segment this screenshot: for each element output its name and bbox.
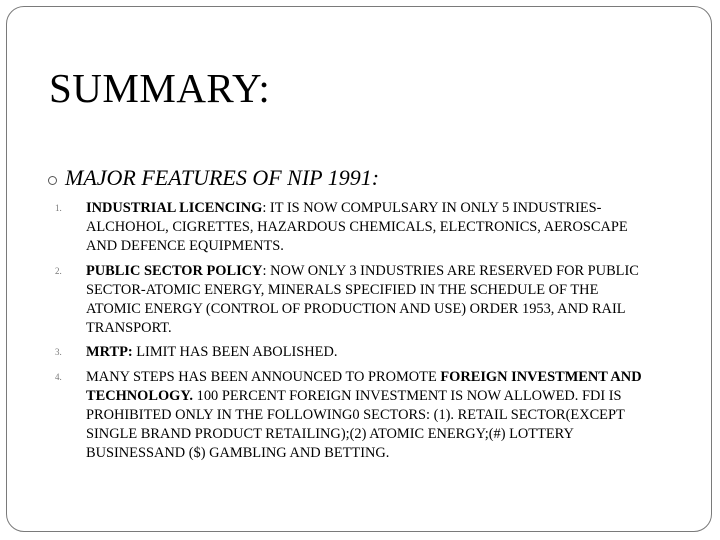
item-body-after: 100 PERCENT FOREIGN INVESTMENT IS NOW ALLOWED. FDI IS PROHIBITED ONLY IN THE FOLLOWING0 SECTORS: (1). RETAIL SECTOR(EXCEPT SINGLE BRAND PRODUCT RETAILING);(2) ATOMIC ENERGY;(#) LOTTERY BUSINESSAND ($) GAMBLING AND BETTING. [86,387,625,462]
item-body: : NOW ONLY 3 INDUSTRIES ARE RESERVED FOR PUBLIC SECTOR-ATOMIC ENERGY, MINERALS SPECIFIED IN THE SCHEDULE OF THE ATOMIC ENERGY (CONTROL OF PRODUCTION AND USE) ORDER 1953, AND RAIL TRANSPORT. [86,262,639,337]
subheading-text: MAJOR FEATURES OF NIP 1991: [65,165,380,190]
slide-title: SUMMARY: [49,65,271,111]
list-item-2 [55,262,655,339]
numbered-list [55,199,655,469]
list-item-3 [55,343,655,362]
item-number: 3. [55,347,62,358]
item-number: 1. [55,203,62,213]
item-number: 2. [55,265,62,276]
item-bold-mid: FOREIGN INVESTMENT AND TECHNOLOGY. [86,368,642,404]
item-body-before: MANY STEPS HAS BEEN ANNOUNCED TO PROMOTE [86,368,441,385]
item-text [86,199,655,257]
subheading [48,165,379,191]
item-number: 4. [55,371,62,382]
item-bold-lead: MRTP: [86,344,133,361]
item-bold-lead: PUBLIC SECTOR POLICY [86,262,263,279]
item-body: : IT IS NOW COMPULSARY IN ONLY 5 INDUSTRIES- ALCHOHOL, CIGRETTES, HAZARDOUS CHEMICALS, ELECTRONICS, AEROSCAPE AND DEFENCE EQUIPMENTS. [86,200,628,255]
item-bold-lead: INDUSTRIAL LICENCING [86,200,263,216]
item-body: LIMIT HAS BEEN ABOLISHED. [132,344,338,361]
list-item-4 [55,368,655,464]
hollow-circle-bullet-icon [48,176,57,185]
list-item-1 [55,199,655,257]
item-text [86,368,655,464]
item-text [86,343,337,362]
item-text [86,262,655,339]
